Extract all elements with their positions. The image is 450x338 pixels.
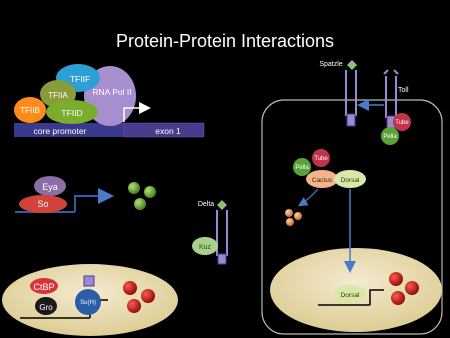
delta-kuz xyxy=(192,200,227,264)
dorsal-nuclear-label: Dorsal xyxy=(340,292,360,299)
green-dot xyxy=(128,182,140,194)
ctbp-label: CtBP xyxy=(33,282,55,292)
su-h-label: Su(H) xyxy=(80,300,96,306)
tfiib-label: TFIIB xyxy=(20,106,40,115)
receptor-block xyxy=(84,276,94,286)
orange-dot xyxy=(286,218,294,226)
orange-dot xyxy=(294,212,302,220)
rna-pol-label: RNA Pol II xyxy=(92,87,132,97)
core-promoter-label: core promoter xyxy=(33,126,87,136)
dorsal-label: Dorsal xyxy=(340,177,360,184)
tfiid-label: TFIID xyxy=(61,108,83,118)
so-label: So xyxy=(37,199,49,209)
green-dot xyxy=(144,186,156,198)
kuz-label: Kuz xyxy=(198,244,212,251)
pella-1-label: Pella xyxy=(383,134,397,140)
delta-label: Delta xyxy=(197,201,215,208)
tfiia-label: TFIIA xyxy=(48,91,68,100)
receptor-left xyxy=(346,70,356,116)
delta-block xyxy=(218,254,226,264)
toll-pathway xyxy=(262,60,442,334)
tube-2-label: Tube xyxy=(314,156,328,162)
delta-ligand xyxy=(217,200,227,210)
eya-so-complex xyxy=(15,176,156,213)
tfiif-label: TFIIF xyxy=(69,74,91,84)
spatzle-label: Spatzle xyxy=(319,61,343,68)
exon-label: exon 1 xyxy=(155,126,181,136)
transcription-complex xyxy=(14,64,204,137)
receptor-left-block xyxy=(347,114,355,126)
red-dot xyxy=(127,299,141,313)
cactus-label: Cactus xyxy=(311,177,333,184)
red-dot xyxy=(405,281,419,295)
red-dot xyxy=(123,281,137,295)
red-dot xyxy=(391,291,405,305)
toll-receptor xyxy=(386,76,396,118)
spatzle-ligand xyxy=(347,60,357,70)
toll-receptor-top xyxy=(384,70,398,74)
page-title: Protein-Protein Interactions xyxy=(115,31,335,51)
tube-1-label: Tube xyxy=(395,120,409,126)
delta-receptor xyxy=(217,210,227,256)
green-dot xyxy=(134,198,146,210)
toll-label: Toll xyxy=(398,87,409,94)
pella-2-label: Pella xyxy=(295,165,309,171)
eya-so-arrow xyxy=(75,196,110,212)
eya-label: Eya xyxy=(42,182,58,192)
orange-dot xyxy=(285,209,293,217)
repressor-nucleus xyxy=(2,264,178,336)
red-dot xyxy=(389,272,403,286)
red-dot xyxy=(141,289,155,303)
degradation-arrow xyxy=(300,189,318,205)
gro-label: Gro xyxy=(39,303,53,312)
